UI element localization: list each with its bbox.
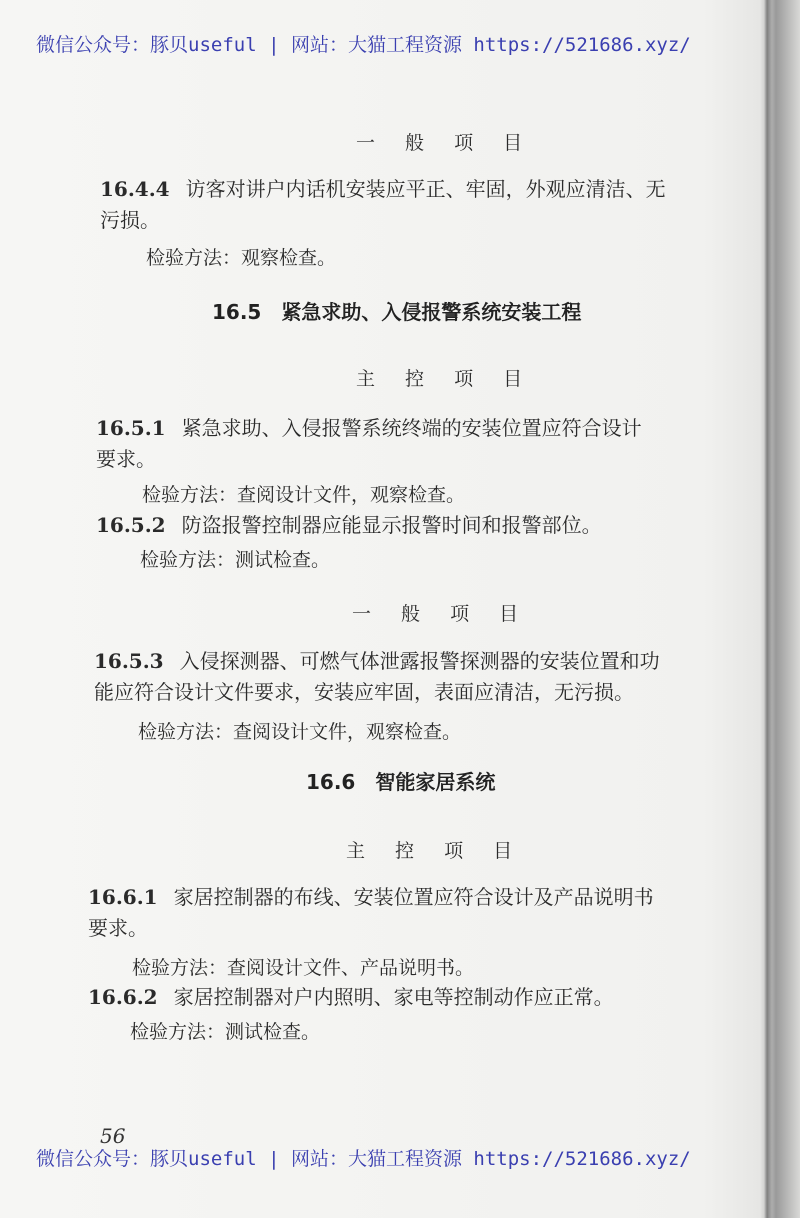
clause-text-cont: 能应符合设计文件要求，安装应牢固，表面应清洁，无污损。 — [94, 680, 634, 704]
subheading-general-items: 一 般 项 目 — [356, 132, 535, 154]
clause-number: 16.5.2 — [96, 513, 166, 537]
inspection-method-16-5-3: 检验方法：查阅设计文件，观察检查。 — [138, 721, 462, 743]
clause-text-cont: 污损。 — [100, 208, 160, 232]
clause-text: 家居控制器的布线、安装位置应符合设计及产品说明书 — [173, 885, 654, 909]
clause-16-5-2 — [96, 510, 760, 541]
clause-16-4-4 — [100, 174, 760, 236]
clause-16-5-1 — [96, 413, 760, 475]
book-spine-shadow — [764, 0, 772, 1218]
clause-text: 家居控制器对户内照明、家电等控制动作应正常。 — [173, 985, 614, 1009]
inspection-method-16-5-2: 检验方法：测试检查。 — [140, 549, 331, 571]
clause-text: 入侵探测器、可燃气体泄露报警探测器的安装位置和功 — [179, 649, 660, 673]
clause-number: 16.5.3 — [94, 649, 164, 673]
subheading-general-items: 一 般 项 目 — [352, 603, 531, 625]
watermark-bottom: 微信公众号：豚贝useful | 网站：大猫工程资源 https://521686.xyz/ — [36, 1148, 691, 1170]
clause-number: 16.6.1 — [88, 885, 158, 909]
inspection-method-16-6-2: 检验方法：测试检查。 — [130, 1021, 321, 1043]
inspection-method-16-4-4: 检验方法：观察检查。 — [146, 247, 337, 269]
clause-number: 16.5.1 — [96, 416, 166, 440]
section-title-16-6: 16.6 智能家居系统 — [306, 770, 496, 794]
inspection-method-16-5-1: 检验方法：查阅设计文件，观察检查。 — [142, 484, 466, 506]
subheading-main-items: 主 控 项 目 — [356, 368, 535, 390]
clause-text-cont: 要求。 — [96, 447, 156, 471]
clause-16-6-1 — [88, 882, 760, 944]
clause-16-6-2 — [88, 982, 760, 1013]
subheading-main-items: 主 控 项 目 — [346, 840, 525, 862]
clause-number: 16.6.2 — [88, 985, 158, 1009]
clause-text: 紧急求助、入侵报警系统终端的安装位置应符合设计 — [181, 416, 642, 440]
section-title-16-5: 16.5 紧急求助、入侵报警系统安装工程 — [212, 300, 582, 324]
page-number: 56 — [100, 1124, 126, 1148]
clause-number: 16.4.4 — [100, 177, 170, 201]
clause-text-cont: 要求。 — [88, 916, 148, 940]
clause-text: 访客对讲户内话机安装应平正、牢固，外观应清洁、无 — [185, 177, 666, 201]
inspection-method-16-6-1: 检验方法：查阅设计文件、产品说明书。 — [132, 957, 475, 979]
watermark-top: 微信公众号：豚贝useful | 网站：大猫工程资源 https://521686.xyz/ — [36, 34, 691, 56]
clause-16-5-3 — [94, 646, 760, 708]
clause-text: 防盗报警控制器应能显示报警时间和报警部位。 — [181, 513, 602, 537]
